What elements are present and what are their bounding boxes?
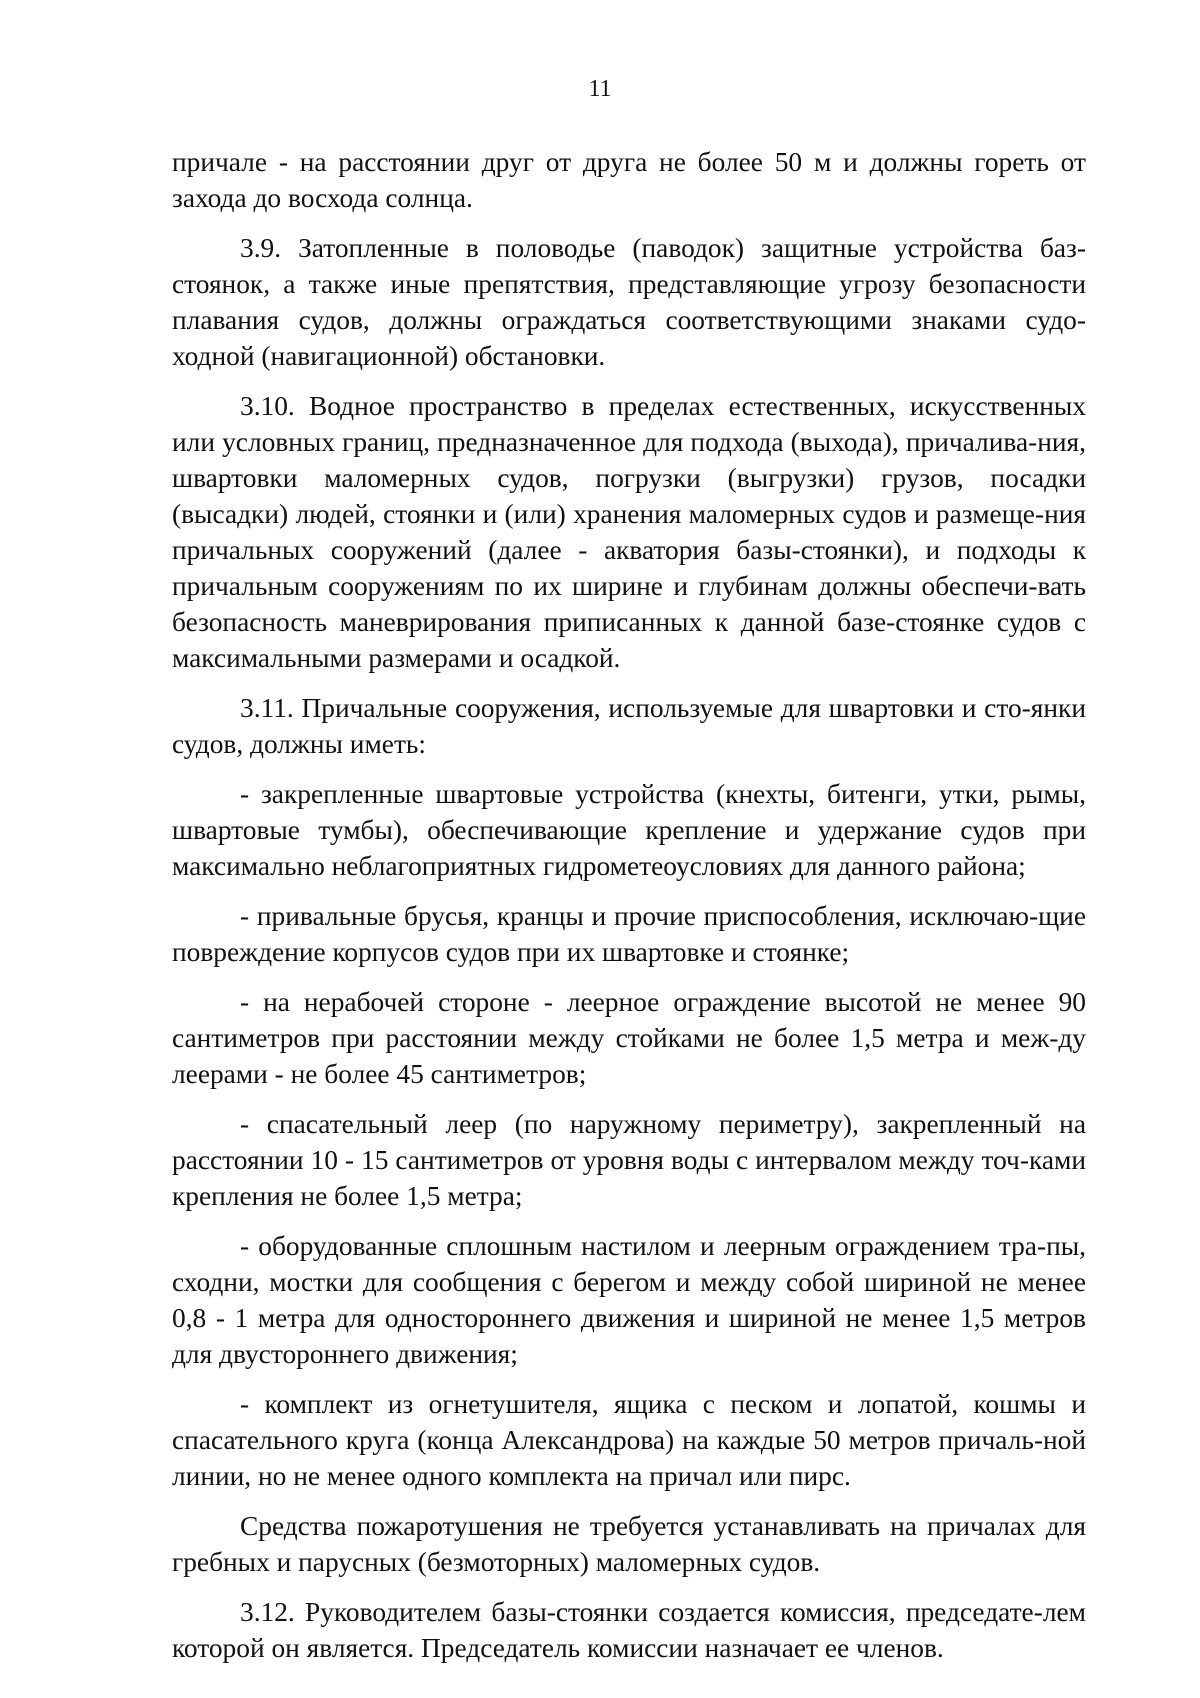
list-item-mooring-devices: - закрепленные швартовые устройства (кнехты, битенги, утки, рымы, швартовые тумбы), обеспечивающие крепление и удержание судов при максимально неблагоприятных гидрометеоусловиях для данного района; (172, 779, 1086, 881)
list-item-rescue-line: - спасательный леер (по наружному периметру), закрепленный на расстоянии 10 - 15 сантиметров от уровня воды с интервалом между точ-ками крепления не более 1,5 метра; (172, 1109, 1086, 1211)
list-item-gangways: - оборудованные сплошным настилом и леерным ограждением тра-пы, сходни, мостки для сообщения с берегом и между собой шириной не менее 0,8 - 1 метра для одностороннего движения и шириной не менее 1,5 метров для двустороннего движения; (172, 1231, 1086, 1369)
list-item-railing: - на нерабочей стороне - леерное ограждение высотой не менее 90 сантиметров при расстоянии между стойками не более 1,5 метра и меж-ду леерами - не более 45 сантиметров; (172, 987, 1086, 1089)
paragraph-3-12: 3.12. Руководителем базы-стоянки создается комиссия, председате-лем которой он является. Председатель комиссии назначает ее членов. (172, 1597, 1086, 1663)
paragraph-3-10: 3.10. Водное пространство в пределах естественных, искусственных или условных границ, предназначенное для подхода (выхода), причалива-ния, швартовки маломерных судов, погрузки (выгрузки) грузов, посадки (высадки) людей, стоянки и (или) хранения маломерных судов и размеще-ния причальных сооружений (далее - акватория базы-стоянки), и подходы к причальным сооружениям по их ширине и глубинам должны обеспечи-вать безопасность маневрирования приписанных к данной базе-стоянке судов с максимальными размерами и осадкой. (172, 391, 1086, 673)
paragraph-continuation: причале - на расстоянии друг от друга не более 50 м и должны гореть от захода до восхода солнца. (172, 147, 1086, 213)
list-item-fenders: - привальные брусья, кранцы и прочие приспособления, исключаю-щие повреждение корпусов судов при их швартовке и стоянке; (172, 901, 1086, 967)
paragraph-3-11: 3.11. Причальные сооружения, используемые для швартовки и сто-янки судов, должны иметь: (172, 693, 1086, 759)
document-body (172, 144, 1086, 1666)
list-item-fire-kit: - комплект из огнетушителя, ящика с песком и лопатой, кошмы и спасательного круга (конца Александрова) на каждые 50 метров причаль-ной линии, но не менее одного комплекта на причал или пирс. (172, 1389, 1086, 1491)
page-number: 11 (588, 76, 612, 102)
paragraph-3-9: 3.9. Затопленные в половодье (паводок) защитные устройства баз-стоянок, а также иные препятствия, представляющие угрозу безопасности плавания судов, должны ограждаться соответствующими знаками судо-ходной (навигационной) обстановки. (172, 233, 1086, 371)
paragraph-fire-exception: Средства пожаротушения не требуется устанавливать на причалах для гребных и парусных (безмоторных) маломерных судов. (172, 1511, 1086, 1577)
